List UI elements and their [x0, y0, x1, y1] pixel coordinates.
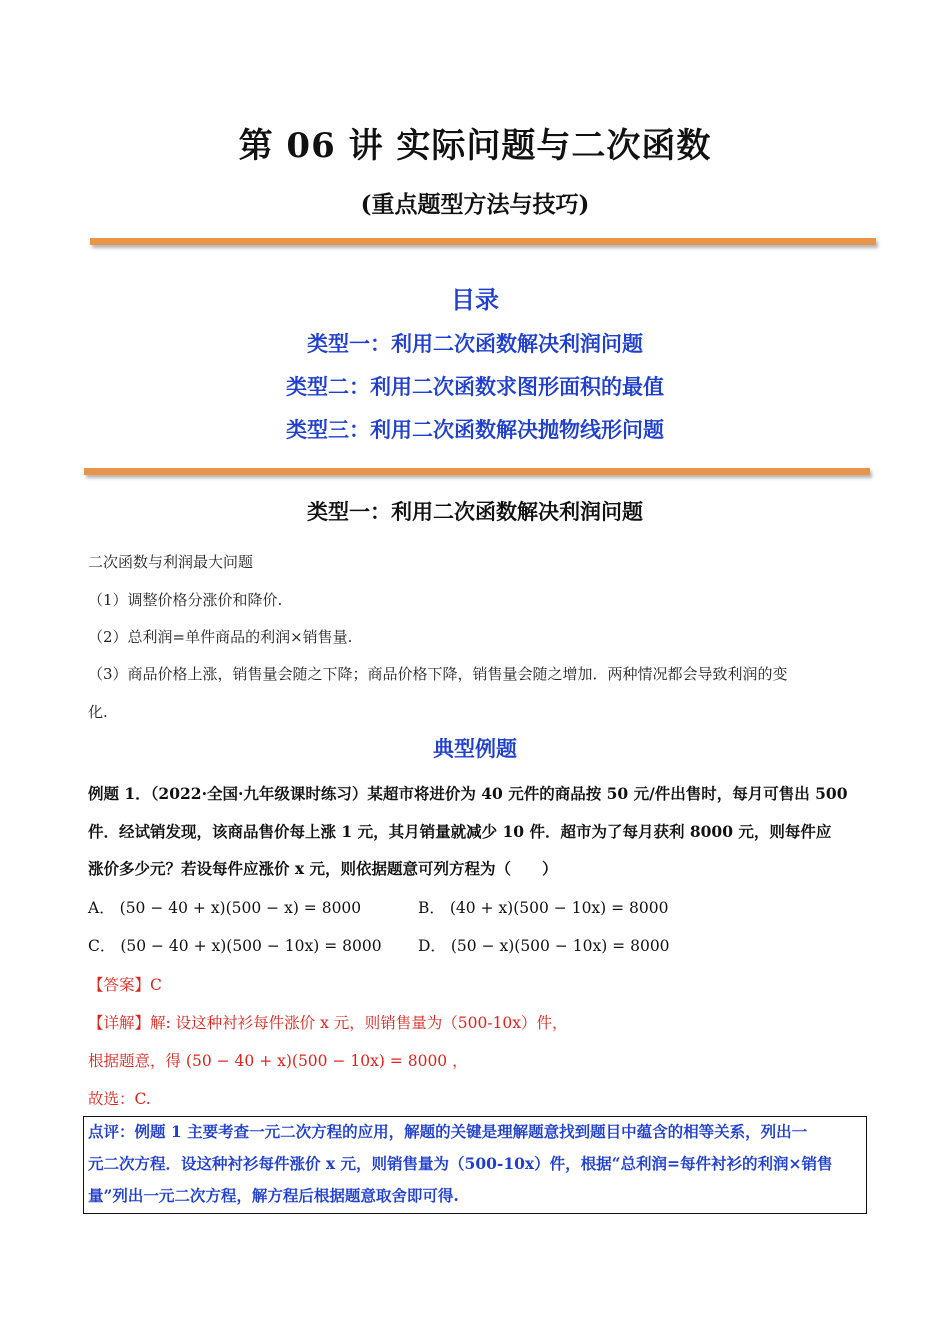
- option-c-expr: (50 − 40 + x)(500 − 10x) = 8000: [120, 937, 382, 955]
- examples-heading: 典型例题: [433, 736, 517, 761]
- option-a-expr: (50 − 40 + x)(500 − x) = 8000: [119, 899, 362, 917]
- comment-line-3: 量”列出一元二次方程，解方程后根据题意取舍即可得.: [88, 1186, 459, 1205]
- toc-item-2[interactable]: 类型二：利用二次函数求图形面积的最值: [286, 374, 664, 399]
- point-3-cont: 化.: [88, 703, 108, 721]
- toc-title: 目录: [451, 285, 499, 314]
- option-b-label: B．: [418, 899, 445, 917]
- comment-line-2: 元二次方程．设这种衬衫每件涨价 x 元，则销售量为（500-10x）件，根据“总利润=每件衬衫的利润×销售: [88, 1154, 833, 1173]
- point-2: （2）总利润=单件商品的利润×销售量.: [88, 628, 353, 646]
- answer: 【答案】C: [88, 976, 162, 994]
- option-b-expr: (40 + x)(500 − 10x) = 8000: [449, 899, 669, 917]
- section-intro: 二次函数与利润最大问题: [88, 553, 254, 571]
- option-d[interactable]: [418, 934, 670, 956]
- example-line-1: 例题 1．（2022·全国·九年级课时练习）某超市将进价为 40 元件的商品按 50 元/件出售时，每月可售出 500: [88, 784, 848, 803]
- detail-line-2: 根据题意，得 (50 − 40 + x)(500 − 10x) = 8000 ，: [88, 1052, 468, 1070]
- page-title: 第 06 讲 实际问题与二次函数: [238, 126, 712, 166]
- point-1: （1）调整价格分涨价和降价.: [88, 591, 283, 609]
- detail-line-1: 【详解】解: 设这种衬衫每件涨价 x 元，则销售量为（500-10x）件，: [88, 1014, 568, 1032]
- option-d-label: D．: [418, 937, 446, 955]
- section-title: 类型一：利用二次函数解决利润问题: [307, 499, 643, 524]
- example-line-2: 件．经试销发现，该商品售价每上涨 1 元，其月销量就减少 10 件．超市为了每月获利 8000 元，则每件应: [88, 822, 832, 841]
- option-a[interactable]: [88, 896, 361, 918]
- option-c[interactable]: [88, 934, 382, 956]
- toc-item-3[interactable]: 类型三：利用二次函数解决抛物线形问题: [286, 417, 664, 442]
- toc-item-1[interactable]: 类型一：利用二次函数解决利润问题: [307, 331, 643, 356]
- option-a-label: A．: [88, 899, 115, 917]
- option-b[interactable]: [418, 896, 669, 918]
- point-3: （3）商品价格上涨，销售量会随之下降；商品价格下降，销售量会随之增加．两种情况都会导致利润的变: [88, 665, 788, 683]
- option-c-label: C．: [88, 937, 116, 955]
- comment-line-1: 点评：例题 1 主要考查一元二次方程的应用，解题的关键是理解题意找到题目中蕴含的相等关系，列出一: [88, 1122, 808, 1141]
- divider-top: [90, 238, 876, 245]
- divider-toc: [84, 468, 870, 475]
- page-subtitle: (重点题型方法与技巧): [360, 191, 590, 218]
- detail-line-3: 故选：C.: [88, 1090, 151, 1108]
- option-d-expr: (50 − x)(500 − 10x) = 8000: [450, 937, 670, 955]
- example-line-3: 涨价多少元？若设每件应涨价 x 元，则依据题意可列方程为（ ）: [88, 859, 558, 878]
